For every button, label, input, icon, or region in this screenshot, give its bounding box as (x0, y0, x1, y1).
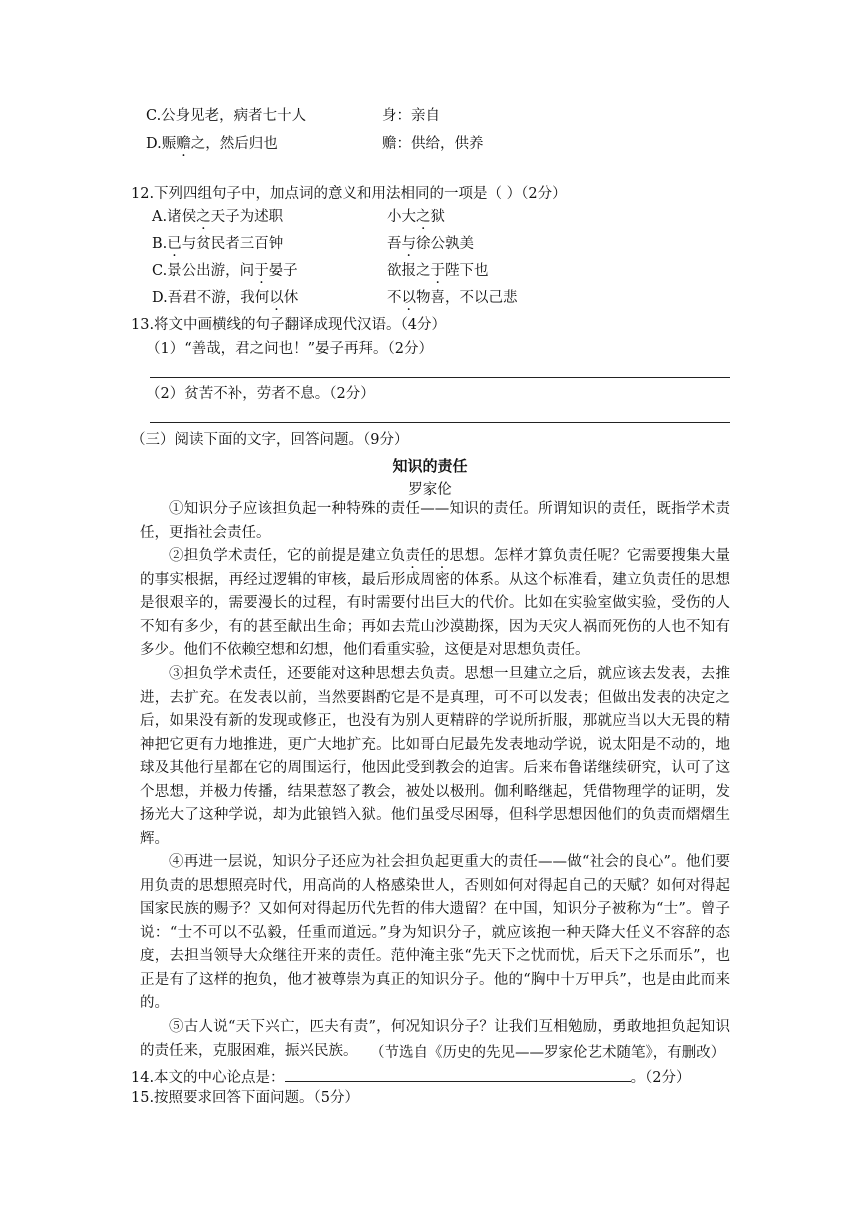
text-fragment: A.诸侯 (152, 209, 197, 225)
article-title: 知识的责任 (392, 457, 468, 475)
q14-tail: 。（2分） (630, 1070, 691, 1086)
q14-stem: 14.本文的中心论点是： (131, 1070, 285, 1086)
q12-option-a-pair (387, 208, 445, 226)
text-fragment: 不 (387, 290, 402, 306)
text-fragment: 与贫民者三百钟 (181, 236, 284, 252)
dotted-char: 任 (420, 548, 435, 564)
dotted-char: 与 (401, 236, 416, 252)
q11-option-d (146, 135, 278, 153)
text-fragment: 欲报之 (387, 263, 431, 279)
q12-option-b (152, 235, 283, 253)
text-fragment: 小大 (387, 209, 416, 225)
q13-answer-line-1[interactable] (150, 377, 730, 378)
q13-sub2: （2）贫苦不补，劳者不息。（2分） (146, 386, 375, 402)
q12-option-c (152, 262, 298, 280)
article-source: （节选自《历史的先见——罗家伦艺术随笔》，有删改） (370, 1045, 726, 1061)
q12-stem: 12.下列四组句子中，加点词的意义和用法相同的一项是（ ）（2分） (131, 186, 567, 202)
text-fragment: 责 (405, 548, 421, 564)
q11-option-d-gloss: 赡：供给，供养 (382, 136, 484, 152)
text-fragment: 陛下也 (445, 263, 489, 279)
q12-option-c-pair (387, 262, 489, 280)
text-fragment: 狱 (430, 209, 445, 225)
article-author: 罗家伦 (408, 482, 452, 498)
q14 (131, 1067, 691, 1087)
dotted-char: 于 (430, 263, 445, 279)
text-fragment: C.景公出游，问 (152, 263, 255, 279)
text-fragment: D.赈 (146, 136, 177, 152)
dotted-char: 之 (196, 209, 211, 225)
article-paragraph-4: ④再进一层说，知识分子还应为社会担负起更重大的责任——做“社会的良心”。他们要用负责的思想照亮时代，用高尚的人格感染世人，否则如何对得起自己的天赋？如何对得起国家民族的赐予？又如何对得起历代先哲的伟大遗留？在中国，知识分子被称为“士”。曾子说：“士不可以不弘毅，任重而道远。”身为知识分子，就应该抱一种天降大任义不容辞的态度，去担当领导大众继往开来的责任。范仲淹主张“先天下之忧而忧，后天下之乐而乐”，也正是有了这样的抱负，他才被尊崇为真正的知识分子。他的“胸中十万甲兵”，也是由此而来的。 (140, 854, 730, 1012)
dotted-char: 赡 (176, 136, 191, 152)
article-paragraph-3: ③担负学术责任，还要能对这种思想去负责。思想一旦建立之后，就应该去发表，去推进，去扩充。在发表以前，当然要斟酌它是不是真理，可不可以发表；但做出发表的决定之后，如果没有新的发现或修正，也没有为别人更精辟的学说所折服，那就应当以大无畏的精神把它更有力地推进，更广大地扩充。比如哥白尼最先发表地动学说，说太阳是不动的，地球及其他行星都在它的周围运行，他因此受到教会的迫害。后来布鲁诺继续研究，认可了这个思想，并极力传播，结果惹怒了教会，被处以极刑。伽利略继起，凭借物理学的证明，发扬光大了这种学说，却为此锒铛入狱。他们虽受尽困辱，但科学思想因他们的负责而熠熠生辉。 (140, 666, 730, 847)
text-fragment: 吾 (387, 236, 402, 252)
text-fragment: 天子为述职 (210, 209, 284, 225)
text-fragment: D.吾君不游，我何 (152, 290, 270, 306)
text-fragment: 休 (283, 290, 299, 306)
q11-option-c: C.公身见老，病者七十人 (146, 108, 307, 124)
text-fragment: 之，然后归也 (190, 136, 278, 152)
q13-sub1: （1）“善哉，君之问也！”晏子再拜。（2分） (146, 341, 434, 357)
q13-answer-line-2[interactable] (150, 422, 730, 423)
article-paragraph-5: ⑤古人说“天下兴亡，匹夫有责”，何况知识分子？让我们互相勉励，勇敢地担负起知识的责任来，克服困难，振兴民族。 (140, 1019, 730, 1059)
dotted-char: 以 (401, 290, 416, 306)
q12-option-d (152, 289, 298, 307)
article-paragraph-2 (140, 545, 730, 663)
q15-stem: 15.按照要求回答下面问题。（5分） (131, 1090, 360, 1106)
article-paragraph-1: ①知识分子应该担负起一种特殊的责任——知识的责任。所谓知识的责任，既指学术责任，更指社会责任。 (140, 501, 730, 541)
dotted-char: 已 (167, 236, 182, 252)
text-fragment: ②担负学术责任，它的前提是建立 (169, 548, 391, 564)
q12-option-a (152, 208, 283, 226)
section-heading: （三）阅读下面的文字，回答问题。（9分） (131, 432, 409, 448)
text-fragment: 晏子 (268, 263, 298, 279)
dotted-char: 于 (254, 263, 269, 279)
q11-option-c-gloss: 身：亲自 (382, 108, 440, 124)
text-fragment: 徐公孰美 (416, 236, 474, 252)
dotted-char: 以 (269, 290, 284, 306)
q12-option-b-pair (387, 235, 474, 253)
q14-answer-blank[interactable] (285, 1067, 631, 1082)
q13-stem: 13.将文中画横线的句子翻译成现代汉语。（4分） (131, 317, 447, 333)
text-fragment: 的思想。怎样才算负责任呢？它需要搜集大量的事实根据，再经过逻辑的审核，最后形成周密的体系。从这个标准看，建立负责任的思想是很艰辛的，需要漫长的过程，有时需要付出巨大的代价。比如在实验室做实验，受伤的人不知有多少，有的甚至献出生命；再如去荒山沙漠勘探，因为天灾人祸而死伤的人也不知有多少。他们不依赖空想和幻想，他们看重实验，这便是对思想负责任。 (140, 548, 731, 659)
text-fragment: B. (152, 236, 168, 252)
q12-option-d-pair (387, 289, 518, 307)
dotted-char: 负 (390, 548, 406, 564)
text-fragment: 物喜，不以己悲 (416, 290, 518, 306)
dotted-char: 之 (416, 209, 431, 225)
